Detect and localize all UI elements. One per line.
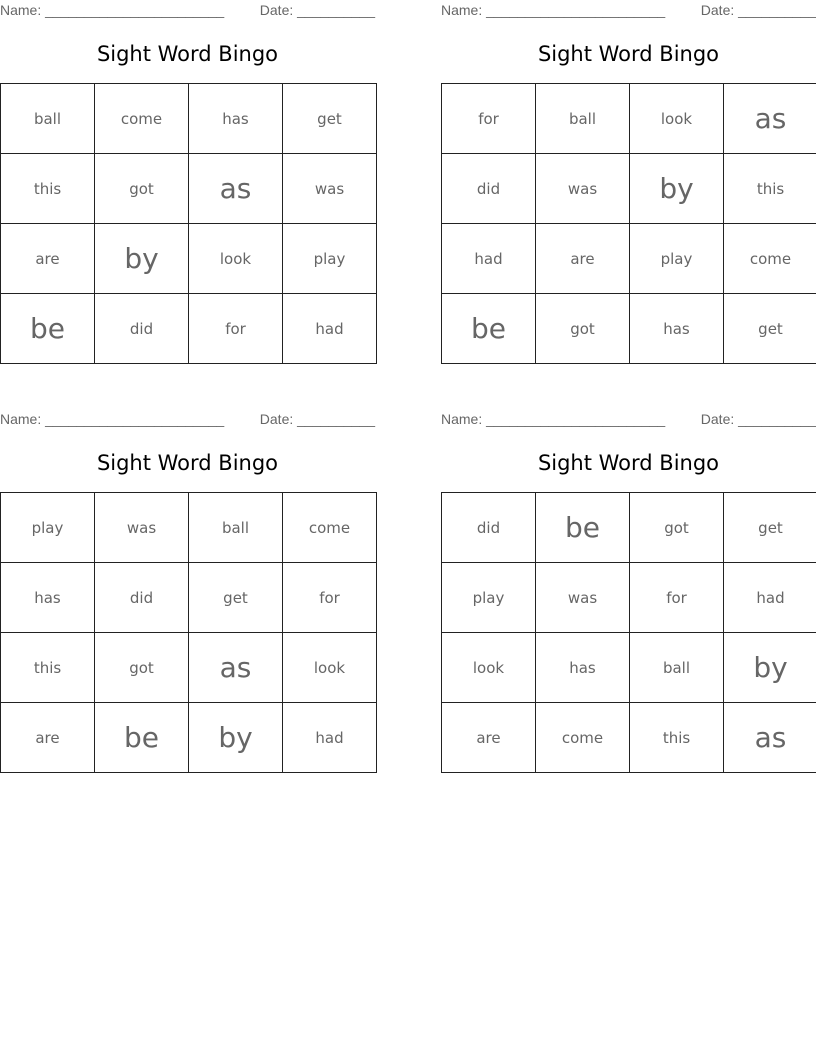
grid-cell: be: [1, 294, 95, 364]
grid-cell: as: [189, 154, 283, 224]
bingo-card: [441, 0, 816, 380]
grid-cell: look: [189, 224, 283, 294]
grid-row: [1, 633, 377, 703]
grid-cell: had: [283, 294, 377, 364]
grid-cell: be: [95, 703, 189, 773]
grid-cell: this: [1, 154, 95, 224]
bingo-card: [0, 409, 375, 789]
grid-cell: had: [724, 563, 816, 633]
grid-cell: for: [283, 563, 377, 633]
grid-cell: this: [724, 154, 816, 224]
grid-row: [1, 224, 377, 294]
card-title: Sight Word Bingo: [537, 42, 720, 66]
grid-cell: play: [630, 224, 724, 294]
bingo-grid: [0, 83, 377, 364]
grid-cell: was: [95, 493, 189, 563]
grid-cell: as: [724, 703, 816, 773]
date-label: Date: __________: [259, 2, 375, 18]
grid-row: [442, 703, 816, 773]
grid-cell: for: [630, 563, 724, 633]
card-title: Sight Word Bingo: [96, 451, 279, 475]
grid-cell: are: [1, 703, 95, 773]
grid-row: [442, 84, 816, 154]
grid-cell: was: [536, 154, 630, 224]
grid-cell: be: [442, 294, 536, 364]
grid-cell: look: [283, 633, 377, 703]
card-title: Sight Word Bingo: [537, 451, 720, 475]
grid-row: [442, 493, 816, 563]
date-label: Date: __________: [700, 411, 816, 427]
grid-cell: by: [724, 633, 816, 703]
grid-cell: has: [536, 633, 630, 703]
grid-cell: get: [283, 84, 377, 154]
grid-cell: as: [189, 633, 283, 703]
grid-cell: by: [630, 154, 724, 224]
grid-cell: come: [724, 224, 816, 294]
grid-cell: for: [442, 84, 536, 154]
grid-cell: ball: [630, 633, 724, 703]
date-label: Date: __________: [259, 411, 375, 427]
grid-cell: this: [630, 703, 724, 773]
grid-cell: get: [724, 493, 816, 563]
grid-cell: did: [442, 493, 536, 563]
grid-cell: ball: [1, 84, 95, 154]
grid-row: [1, 84, 377, 154]
grid-cell: by: [189, 703, 283, 773]
grid-row: [1, 294, 377, 364]
grid-cell: has: [630, 294, 724, 364]
grid-row: [1, 493, 377, 563]
grid-cell: by: [95, 224, 189, 294]
grid-cell: come: [95, 84, 189, 154]
grid-cell: play: [442, 563, 536, 633]
grid-row: [442, 154, 816, 224]
grid-cell: did: [95, 563, 189, 633]
grid-cell: are: [536, 224, 630, 294]
bingo-grid: [0, 492, 377, 773]
bingo-card: [0, 0, 375, 380]
grid-row: [1, 703, 377, 773]
grid-cell: ball: [189, 493, 283, 563]
grid-cell: this: [1, 633, 95, 703]
grid-cell: got: [630, 493, 724, 563]
header-line: [0, 411, 375, 429]
header-line: [441, 2, 816, 20]
name-label: Name: _______________________: [441, 2, 666, 18]
header-line: [0, 2, 375, 20]
grid-cell: had: [283, 703, 377, 773]
name-label: Name: _______________________: [0, 411, 225, 427]
grid-row: [1, 563, 377, 633]
grid-cell: had: [442, 224, 536, 294]
grid-cell: for: [189, 294, 283, 364]
grid-cell: ball: [536, 84, 630, 154]
name-label: Name: _______________________: [0, 2, 225, 18]
grid-row: [442, 633, 816, 703]
grid-row: [442, 224, 816, 294]
header-line: [441, 411, 816, 429]
grid-cell: as: [724, 84, 816, 154]
grid-cell: got: [95, 154, 189, 224]
grid-cell: was: [283, 154, 377, 224]
grid-cell: play: [283, 224, 377, 294]
grid-cell: get: [724, 294, 816, 364]
grid-cell: look: [442, 633, 536, 703]
grid-cell: did: [442, 154, 536, 224]
grid-row: [1, 154, 377, 224]
grid-cell: come: [536, 703, 630, 773]
grid-cell: play: [1, 493, 95, 563]
bingo-grid: [441, 492, 816, 773]
grid-cell: are: [1, 224, 95, 294]
grid-cell: has: [1, 563, 95, 633]
grid-cell: get: [189, 563, 283, 633]
grid-cell: come: [283, 493, 377, 563]
grid-row: [442, 563, 816, 633]
grid-cell: are: [442, 703, 536, 773]
card-title: Sight Word Bingo: [96, 42, 279, 66]
grid-cell: was: [536, 563, 630, 633]
grid-cell: did: [95, 294, 189, 364]
grid-cell: look: [630, 84, 724, 154]
grid-cell: got: [95, 633, 189, 703]
bingo-card: [441, 409, 816, 789]
grid-cell: be: [536, 493, 630, 563]
date-label: Date: __________: [700, 2, 816, 18]
grid-cell: has: [189, 84, 283, 154]
grid-cell: got: [536, 294, 630, 364]
bingo-grid: [441, 83, 816, 364]
grid-row: [442, 294, 816, 364]
name-label: Name: _______________________: [441, 411, 666, 427]
